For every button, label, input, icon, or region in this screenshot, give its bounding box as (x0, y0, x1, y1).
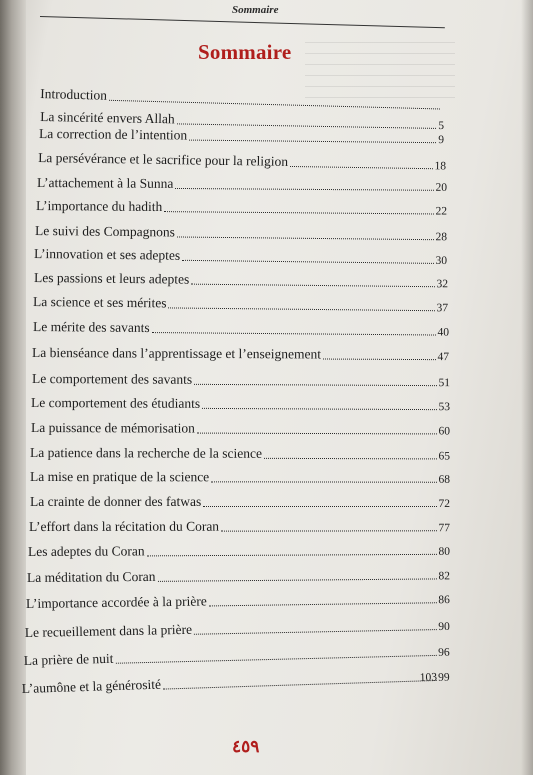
toc-entry-label: La science et ses mérites (33, 294, 167, 311)
toc-entry-page: 37 (436, 302, 449, 315)
toc-entry-label: Le comportement des étudiants (31, 395, 201, 411)
dot-leader (191, 284, 434, 288)
toc-entry-page: 99 (437, 671, 450, 684)
toc-entry[interactable] (31, 393, 450, 413)
toc-entry-label: Le comportement des savants (32, 371, 193, 387)
toc-entry-label: Le recueillement dans la prière (24, 621, 193, 641)
toc-entry[interactable] (30, 443, 450, 462)
toc-entry[interactable] (33, 292, 448, 314)
toc-entry-page: 82 (438, 570, 450, 583)
toc-entry[interactable] (37, 173, 447, 194)
toc-entry[interactable] (24, 641, 450, 669)
toc-entry[interactable] (31, 418, 450, 437)
toc-entry-label: Le suivi des Compagnons (35, 223, 176, 240)
toc-entry[interactable] (28, 540, 450, 560)
toc-entry[interactable] (36, 196, 447, 218)
dot-leader (109, 100, 440, 110)
toc-entry-label: Introduction (40, 86, 108, 103)
toc-entry-page: 47 (437, 351, 450, 364)
toc-entry-page: 20 (435, 181, 448, 194)
toc-entry[interactable] (38, 148, 446, 172)
toc-entry[interactable] (21, 666, 449, 697)
toc-entry-page: 103 (419, 671, 438, 684)
toc-entry-label: L’attachement à la Sunna (37, 175, 174, 191)
toc-entry-label: L’effort dans la récitation du Coran (28, 518, 220, 534)
toc-entry-page: 72 (438, 498, 450, 510)
dot-leader (177, 236, 434, 240)
dot-leader (168, 307, 434, 311)
dot-leader (189, 140, 436, 144)
dot-leader (182, 260, 433, 264)
toc-entry[interactable] (34, 268, 448, 290)
dot-leader (323, 359, 435, 361)
dot-leader (197, 433, 437, 435)
toc-entry-label: Les passions et leurs adeptes (34, 270, 190, 287)
toc-entry-page: 9 (438, 134, 445, 147)
toc-entry-label: Les adeptes du Coran (27, 543, 145, 559)
dot-leader (152, 332, 436, 335)
toc-entry-page: 22 (435, 205, 448, 218)
toc-entry[interactable] (27, 564, 450, 586)
toc-entry-label: L’aumône et la générosité (21, 676, 162, 697)
toc-entry-page: 65 (438, 450, 451, 463)
dot-leader (221, 530, 436, 531)
dot-leader (202, 408, 436, 410)
dot-leader (158, 578, 437, 581)
toc-entry-label: La bienséance dans l’apprentissage et l’enseignement (32, 345, 322, 362)
toc-entry-label: La sincérité envers Allah (40, 109, 175, 127)
toc-entry-label: La mise en pratique de la science (30, 469, 210, 485)
toc-entry[interactable] (26, 588, 450, 612)
page-number: ٤٥٩ (232, 737, 260, 756)
dot-leader (115, 655, 436, 664)
dot-leader (264, 458, 437, 460)
dot-leader (209, 602, 437, 606)
toc-entry-page: 32 (436, 278, 449, 291)
toc-entry[interactable] (25, 615, 450, 641)
toc-entry-page: 30 (435, 254, 448, 268)
toc-entry-label: La méditation du Coran (26, 568, 156, 586)
toc-entry-page: 18 (434, 160, 447, 173)
dot-leader (290, 166, 432, 169)
toc-entry[interactable] (39, 124, 444, 146)
toc-entry-label: La correction de l’intention (39, 126, 188, 143)
dot-leader (163, 680, 436, 690)
toc-entry-page: 77 (438, 522, 450, 535)
toc-entry[interactable] (30, 492, 450, 510)
dot-leader (194, 629, 436, 635)
toc-entry[interactable] (35, 221, 447, 243)
toc-entry-page: 90 (438, 620, 450, 634)
toc-entry[interactable] (32, 343, 449, 363)
toc-entry[interactable] (34, 244, 447, 267)
toc-entry[interactable] (30, 467, 450, 486)
toc-entry[interactable] (33, 317, 449, 339)
toc-entry-page: 60 (438, 425, 451, 438)
toc-entry-label: Le mérite des savants (33, 319, 150, 336)
dot-leader (194, 384, 436, 386)
toc-entry-page: 28 (435, 231, 448, 244)
toc-entry[interactable] (32, 369, 450, 389)
toc-entry-label: La patience dans la recherche de la science (30, 445, 263, 461)
toc-entry-page: 68 (438, 473, 451, 486)
toc-entry[interactable] (419, 665, 465, 684)
toc-entry-label: La persévérance et le sacrifice pour la religion (38, 150, 289, 169)
toc-entry-label: La prière de nuit (23, 650, 114, 669)
toc-entry-label: La crainte de donner des fatwas (30, 494, 202, 509)
toc-entry[interactable] (29, 516, 450, 535)
toc-entry-page: 80 (438, 545, 450, 558)
dot-leader (211, 481, 436, 482)
toc-entry-page: 40 (437, 326, 450, 339)
toc-entry-page: 51 (438, 377, 451, 390)
toc-entry-label: L’innovation et ses adeptes (34, 246, 181, 263)
page-title: Sommaire (198, 40, 292, 64)
running-head: Sommaire (232, 4, 279, 16)
toc-entry-page: 96 (438, 646, 450, 659)
dot-leader (147, 554, 437, 557)
toc-entry-page: 53 (438, 401, 451, 414)
dot-leader (164, 211, 433, 214)
toc-entry-label: L’importance du hadith (36, 198, 163, 215)
toc-entry-page: 5 (438, 119, 445, 133)
toc-entry-label: L’importance accordée à la prière (25, 593, 207, 612)
dot-leader (203, 506, 436, 507)
toc-entry-page: 86 (438, 594, 450, 607)
dot-leader (175, 188, 433, 191)
toc-entry-label: La puissance de mémorisation (31, 420, 195, 436)
